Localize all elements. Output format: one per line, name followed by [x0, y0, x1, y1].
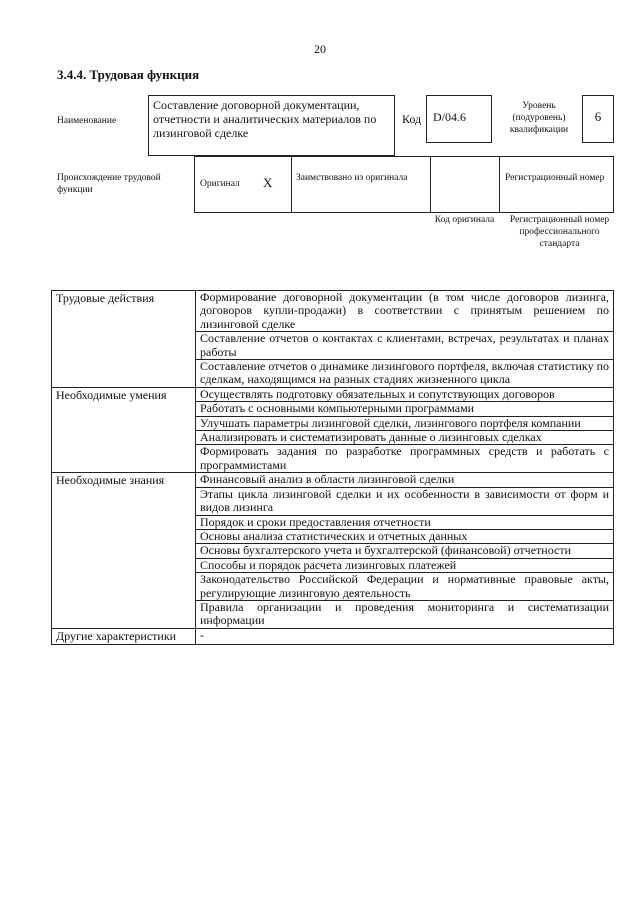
group-label: Трудовые действия — [52, 291, 196, 388]
origin-divider — [291, 156, 292, 213]
table-row — [52, 387, 614, 401]
group-label: Необходимые умения — [52, 387, 196, 472]
group-label: Другие характеристики — [52, 628, 196, 644]
code-value: D/04.6 — [433, 110, 466, 124]
item-text: Порядок и сроки предоставления отчетности — [196, 515, 614, 529]
level-value: 6 — [594, 109, 602, 124]
item-text: Составление отчетов о контактах с клиентами, встречах, результатах и планах работы — [196, 332, 614, 360]
item-text: Анализировать и систематизировать данные о лизинговых сделках — [196, 431, 614, 445]
original-label: Оригинал — [200, 179, 240, 189]
level-label: Уровень (подуровень) квалификации — [509, 101, 569, 135]
table-row — [52, 291, 614, 332]
table-row — [52, 628, 614, 644]
item-text: Работать с основными компьютерными программами — [196, 402, 614, 416]
table-row — [52, 473, 614, 487]
code-box — [426, 95, 492, 143]
original-mark: X — [263, 175, 273, 190]
item-text: Способы и порядок расчета лизинговых платежей — [196, 558, 614, 572]
code-label: Код — [402, 112, 422, 126]
item-text: Формировать задания по разработке программных средств и работать с программистами — [196, 445, 614, 473]
item-text: Основы анализа статистических и отчетных данных — [196, 529, 614, 543]
item-text: Правила организации и проведения мониторинга и систематизации информации — [196, 600, 614, 628]
item-text: Этапы цикла лизинговой сделки и их особенности в зависимости от форм и видов лизинга — [196, 487, 614, 515]
borrowed-label: Заимствовано из оригинала — [296, 173, 408, 183]
code-original-caption: Код оригинала — [434, 215, 495, 225]
item-text: - — [196, 628, 614, 644]
name-box — [148, 95, 395, 156]
item-text: Осуществлять подготовку обязательных и сопутствующих договоров — [196, 387, 614, 401]
reg-number-caption: Регистрационный номер профессионального стандарта — [509, 215, 610, 249]
origin-divider — [499, 156, 500, 213]
origin-box — [194, 156, 614, 213]
name-label: Наименование — [57, 116, 117, 126]
item-text: Улучшать параметры лизинговой сделки, лизингового портфеля компании — [196, 416, 614, 430]
group-label: Необходимые знания — [52, 473, 196, 628]
item-text: Составление отчетов о динамике лизингового портфеля, включая статистику по сделкам, находящимся на разных стадиях жизненного цикла — [196, 360, 614, 388]
origin-divider — [430, 156, 431, 213]
item-text: Финансовый анализ в области лизинговой сделки — [196, 473, 614, 487]
item-text: Формирование договорной документации (в том числе договоров лизинга, договоров купли-продажи) в соответствии с принятым решением по лизинговой сделке — [196, 291, 614, 332]
level-box — [582, 95, 614, 143]
page-number: 20 — [314, 42, 326, 56]
name-value: Составление договорной документации, отчетности и аналитических материалов по лизинговой сделке — [153, 98, 377, 140]
origin-label: Происхождение трудовой функции — [57, 173, 161, 195]
item-text: Законодательство Российской Федерации и нормативные правовые акты, регулирующие лизинговую деятельность — [196, 573, 614, 601]
item-text: Основы бухгалтерского учета и бухгалтерской (финансовой) отчетности — [196, 544, 614, 558]
section-title: 3.4.4. Трудовая функция — [57, 67, 200, 82]
labor-function-table — [51, 290, 614, 645]
reg-number-label: Регистрационный номер — [505, 173, 605, 183]
